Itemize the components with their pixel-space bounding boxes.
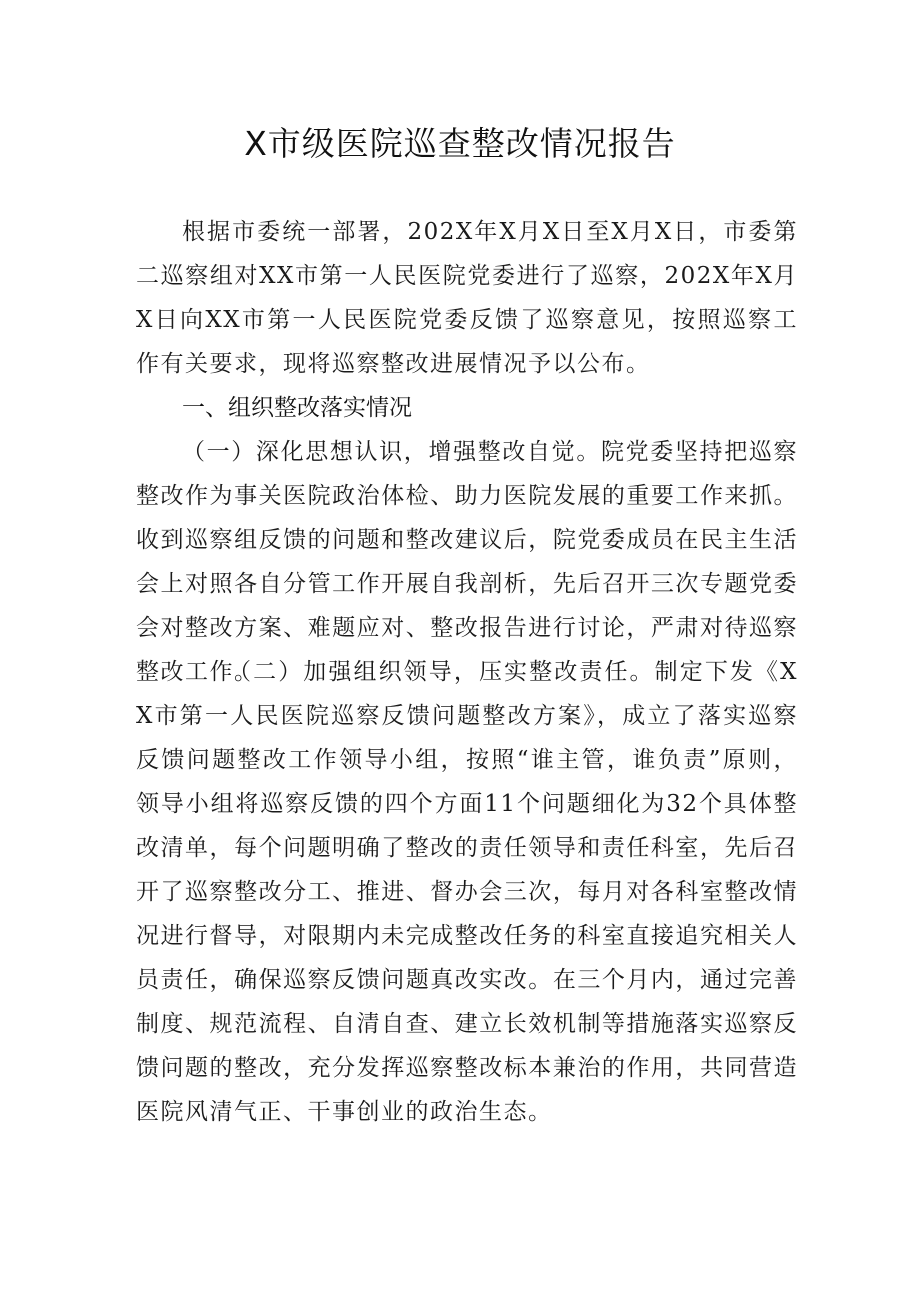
document-title: X市级医院巡查整改情况报告	[244, 124, 676, 163]
section-paragraph-1: （一）深化思想认识，增强整改自觉。院党委坚持把巡察整改作为事关医院政治体检、助力医院发展的重要工作来抓。收到巡察组反馈的问题和整改建议后，院党委成员在民主生活会上对照各自分管工作开展自我剖析，先后召开三次专题党委会对整改方案、难题应对、整改报告进行讨论，严肃对待巡察整改工作。	[136, 439, 798, 685]
section-paragraph-2: （二）加强组织领导，压实整改责任。制定下发《XX市第一人民医院巡察反馈问题整改方案》，成立了落实巡察反馈问题整改工作领导小组，按照“谁主管，谁负责”原则，领导小组将巡察反馈的四个方面11个问题细化为32个具体整改清单，每个问题明确了整改的责任领导和责任科室，先后召开了巡察整改分工、推进、督办会三次，每月对各科室整改情况进行督导，对限期内未完成整改任务的科室直接追究相关人员责任，确保巡察反馈问题真改实改。在三个月内，通过完善制度、规范流程、自清自查、建立长效机制等措施落实巡察反馈问题的整改，充分发挥巡察整改标本兼治的作用，共同营造医院风清气正、干事创业的政治生态。	[136, 659, 798, 1125]
intro-paragraph: 根据市委统一部署，202X年X月X日至X月X日，市委第二巡察组对XX市第一人民医院党委进行了巡察，202X年X月X日向XX市第一人民医院党委反馈了巡察意见，按照巡察工作有关要求，现将巡察整改进展情况予以公布。	[136, 219, 798, 377]
section-heading: 一、组织整改落实情况	[182, 395, 412, 421]
